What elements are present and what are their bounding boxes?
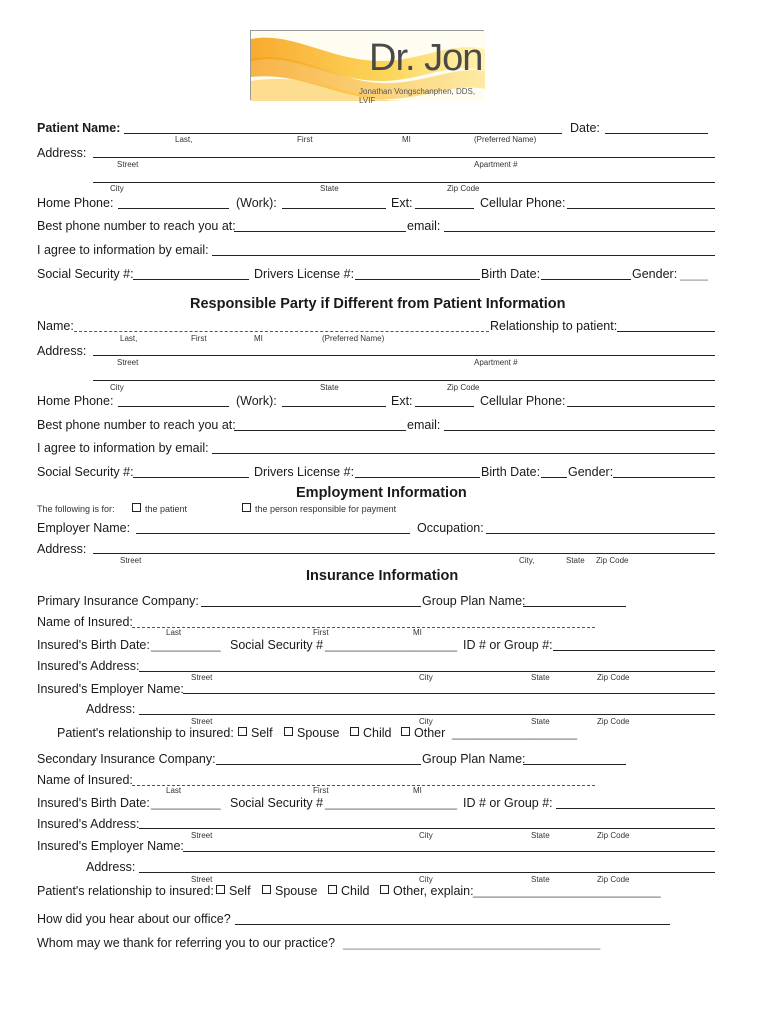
secondary-emp-zip-hint: Zip Code xyxy=(597,875,630,884)
work-phone-line[interactable] xyxy=(282,208,386,209)
primary-city-hint: City xyxy=(419,673,433,682)
patient-checkbox[interactable] xyxy=(132,503,141,512)
primary-employer-label: Insured's Employer Name: xyxy=(37,682,184,696)
patient-name-line[interactable] xyxy=(124,133,562,134)
resp-ssn-line[interactable] xyxy=(133,477,249,478)
email-line[interactable] xyxy=(444,231,715,232)
hear-label: How did you hear about our office? xyxy=(37,912,231,926)
following-for-label: The following is for: xyxy=(37,504,115,514)
address-line[interactable] xyxy=(93,157,715,158)
street-hint: Street xyxy=(117,160,139,169)
resp-name-line[interactable] xyxy=(74,331,489,332)
patient-name-label: Patient Name: xyxy=(37,121,121,135)
primary-emp-city-hint: City xyxy=(419,717,433,726)
resp-email-line[interactable] xyxy=(444,430,715,431)
employment-heading: Employment Information xyxy=(296,485,467,501)
primary-other-blank[interactable]: __________________ xyxy=(452,726,578,740)
employer-name-label: Employer Name: xyxy=(37,521,131,535)
gender-label: Gender: xyxy=(632,267,678,281)
primary-spouse-checkbox[interactable] xyxy=(284,727,293,736)
birth-date-label: Birth Date: xyxy=(481,267,541,281)
home-phone-label: Home Phone: xyxy=(37,196,114,210)
secondary-child-label: Child xyxy=(341,884,370,898)
ssn-line[interactable] xyxy=(133,279,249,280)
primary-id-line[interactable] xyxy=(553,650,715,651)
secondary-birth-label: Insured's Birth Date: xyxy=(37,796,150,810)
secondary-birth-blank[interactable]: __________ xyxy=(151,796,221,810)
primary-ins-address-label: Insured's Address: xyxy=(37,659,140,673)
primary-birth-blank[interactable]: __________ xyxy=(151,638,221,652)
secondary-emp-city-hint: City xyxy=(419,875,433,884)
secondary-ins-address-line[interactable] xyxy=(139,828,715,829)
resp-work-line[interactable] xyxy=(282,406,386,407)
insurance-heading: Insurance Information xyxy=(306,568,459,584)
primary-relationship-label: Patient's relationship to insured: xyxy=(57,726,234,740)
resp-first-hint: First xyxy=(191,334,207,343)
secondary-spouse-label: Spouse xyxy=(275,884,318,898)
secondary-street-hint: Street xyxy=(191,831,213,840)
resp-gender-line[interactable] xyxy=(613,477,715,478)
secondary-other-label: Other, explain: xyxy=(393,884,474,898)
zip-hint: Zip Code xyxy=(447,184,480,193)
secondary-child-checkbox[interactable] xyxy=(328,885,337,894)
primary-id-label: ID # or Group #: xyxy=(463,638,553,652)
primary-group-label: Group Plan Name: xyxy=(422,594,526,608)
best-phone-label: Best phone number to reach you at: xyxy=(37,219,236,233)
resp-address-line-2[interactable] xyxy=(93,380,715,381)
hear-line[interactable] xyxy=(235,924,670,925)
resp-street-hint: Street xyxy=(117,358,139,367)
secondary-relationship-label: Patient's relationship to insured: xyxy=(37,884,214,898)
birth-date-line[interactable] xyxy=(541,279,631,280)
state-hint: State xyxy=(320,184,339,193)
resp-address-label: Address: xyxy=(37,344,87,358)
preferred-hint: (Preferred Name) xyxy=(474,135,537,144)
first-hint: First xyxy=(297,135,313,144)
resp-gender-label: Gender: xyxy=(568,465,614,479)
resp-ext-label: Ext: xyxy=(391,394,413,408)
practice-logo xyxy=(250,30,484,105)
primary-emp-address-line[interactable] xyxy=(139,714,715,715)
primary-state-hint: State xyxy=(531,673,550,682)
primary-ssn-label: Social Security # xyxy=(230,638,324,652)
secondary-ssn-label: Social Security # xyxy=(230,796,324,810)
primary-insured-name-line[interactable] xyxy=(132,627,595,628)
secondary-group-label: Group Plan Name: xyxy=(422,752,526,766)
agree-email-label: I agree to information by email: xyxy=(37,243,209,257)
emp-street-hint: Street xyxy=(120,556,142,565)
primary-other-label: Other xyxy=(414,726,446,740)
responsible-option-label: the person responsible for payment xyxy=(255,504,397,514)
secondary-state-hint: State xyxy=(531,831,550,840)
primary-company-label: Primary Insurance Company: xyxy=(37,594,199,608)
resp-state-hint: State xyxy=(320,383,339,392)
primary-emp-address-label: Address: xyxy=(86,702,136,716)
resp-home-phone-line[interactable] xyxy=(118,406,229,407)
relationship-line[interactable] xyxy=(617,331,715,332)
resp-best-phone-line[interactable] xyxy=(234,430,406,431)
resp-cell-label: Cellular Phone: xyxy=(480,394,566,408)
secondary-id-label: ID # or Group #: xyxy=(463,796,553,810)
last-hint: Last, xyxy=(175,135,193,144)
thank-blank[interactable]: _____________________________________ xyxy=(343,936,601,950)
primary-zip-hint: Zip Code xyxy=(597,673,630,682)
primary-ssn-blank[interactable]: ___________________ xyxy=(325,638,458,652)
emp-city-hint: City, xyxy=(519,556,535,565)
primary-emp-zip-hint: Zip Code xyxy=(597,717,630,726)
resp-agree-line[interactable] xyxy=(212,453,715,454)
primary-child-label: Child xyxy=(363,726,392,740)
secondary-emp-street-hint: Street xyxy=(191,875,213,884)
secondary-self-label: Self xyxy=(229,884,251,898)
drivers-license-line[interactable] xyxy=(355,279,480,280)
resp-birth-line[interactable] xyxy=(541,477,567,478)
address-line-2[interactable] xyxy=(93,182,715,183)
resp-best-phone-label: Best phone number to reach you at: xyxy=(37,418,236,432)
resp-email-label: email: xyxy=(407,418,441,432)
primary-insured-name-label: Name of Insured: xyxy=(37,615,133,629)
primary-child-checkbox[interactable] xyxy=(350,727,359,736)
resp-zip-hint: Zip Code xyxy=(447,383,480,392)
resp-apartment-hint: Apartment # xyxy=(474,358,518,367)
city-hint: City xyxy=(110,184,124,193)
date-line[interactable] xyxy=(605,133,708,134)
thank-label: Whom may we thank for referring you to our practice? xyxy=(37,936,336,950)
primary-street-hint: Street xyxy=(191,673,213,682)
primary-emp-state-hint: State xyxy=(531,717,550,726)
secondary-id-line[interactable] xyxy=(556,808,715,809)
secondary-zip-hint: Zip Code xyxy=(597,831,630,840)
resp-ext-line[interactable] xyxy=(415,406,474,407)
emp-state-hint: State xyxy=(566,556,585,565)
email-label: email: xyxy=(407,219,441,233)
primary-company-line[interactable] xyxy=(201,606,421,607)
ssn-label: Social Security #: xyxy=(37,267,134,281)
home-phone-line[interactable] xyxy=(118,208,229,209)
occupation-label: Occupation: xyxy=(417,521,484,535)
resp-name-label: Name: xyxy=(37,319,74,333)
work-phone-label: (Work): xyxy=(236,196,277,210)
secondary-company-label: Secondary Insurance Company: xyxy=(37,752,216,766)
resp-work-label: (Work): xyxy=(236,394,277,408)
secondary-emp-address-line[interactable] xyxy=(139,872,715,873)
primary-self-checkbox[interactable] xyxy=(238,727,247,736)
resp-home-phone-label: Home Phone: xyxy=(37,394,114,408)
mi-hint: MI xyxy=(402,135,411,144)
cell-phone-label: Cellular Phone: xyxy=(480,196,566,210)
secondary-self-checkbox[interactable] xyxy=(216,885,225,894)
date-label: Date: xyxy=(570,121,600,135)
responsible-checkbox[interactable] xyxy=(242,503,251,512)
employer-name-line[interactable] xyxy=(136,533,410,534)
secondary-spouse-checkbox[interactable] xyxy=(262,885,271,894)
logo-tagline: Jonathan Vongschanphen, DDS, LVIF xyxy=(359,87,476,105)
logo-name: Dr. Jon xyxy=(369,37,483,79)
secondary-ins-address-label: Insured's Address: xyxy=(37,817,140,831)
resp-ssn-label: Social Security #: xyxy=(37,465,134,479)
secondary-ssn-blank[interactable]: ___________________ xyxy=(325,796,458,810)
secondary-emp-state-hint: State xyxy=(531,875,550,884)
patient-option-label: the patient xyxy=(145,504,188,514)
cell-phone-line[interactable] xyxy=(567,208,715,209)
address-label: Address: xyxy=(37,146,87,160)
resp-birth-label: Birth Date: xyxy=(481,465,541,479)
primary-emp-street-hint: Street xyxy=(191,717,213,726)
primary-group-line[interactable] xyxy=(523,606,626,607)
primary-last-hint: Last xyxy=(166,628,182,637)
resp-dl-label: Drivers License #: xyxy=(254,465,355,479)
best-phone-line[interactable] xyxy=(234,231,406,232)
responsible-heading: Responsible Party if Different from Patient Information xyxy=(190,296,566,312)
secondary-first-hint: First xyxy=(313,786,329,795)
secondary-insured-name-label: Name of Insured: xyxy=(37,773,133,787)
primary-mi-hint: MI xyxy=(413,628,422,637)
ext-line[interactable] xyxy=(415,208,474,209)
secondary-city-hint: City xyxy=(419,831,433,840)
drivers-license-label: Drivers License #: xyxy=(254,267,355,281)
gender-blank[interactable]: ____ xyxy=(680,267,708,281)
secondary-other-checkbox[interactable] xyxy=(380,885,389,894)
secondary-insured-name-line[interactable] xyxy=(132,785,595,786)
ext-label: Ext: xyxy=(391,196,413,210)
primary-birth-label: Insured's Birth Date: xyxy=(37,638,150,652)
emp-zip-hint: Zip Code xyxy=(596,556,629,565)
resp-mi-hint: MI xyxy=(254,334,263,343)
resp-dl-line[interactable] xyxy=(355,477,480,478)
emp-address-line[interactable] xyxy=(93,553,715,554)
secondary-employer-line[interactable] xyxy=(183,851,715,852)
resp-last-hint: Last, xyxy=(120,334,138,343)
primary-employer-line[interactable] xyxy=(183,693,715,694)
secondary-other-blank[interactable]: ___________________________ xyxy=(473,884,661,898)
resp-agree-label: I agree to information by email: xyxy=(37,441,209,455)
primary-other-checkbox[interactable] xyxy=(401,727,410,736)
agree-email-line[interactable] xyxy=(212,255,715,256)
primary-self-label: Self xyxy=(251,726,273,740)
secondary-last-hint: Last xyxy=(166,786,182,795)
resp-cell-line[interactable] xyxy=(567,406,715,407)
primary-spouse-label: Spouse xyxy=(297,726,340,740)
secondary-employer-label: Insured's Employer Name: xyxy=(37,839,184,853)
secondary-group-line[interactable] xyxy=(523,764,626,765)
relationship-label: Relationship to patient: xyxy=(490,319,618,333)
secondary-company-line[interactable] xyxy=(216,764,421,765)
resp-preferred-hint: (Preferred Name) xyxy=(322,334,385,343)
secondary-mi-hint: MI xyxy=(413,786,422,795)
resp-address-line[interactable] xyxy=(93,355,715,356)
primary-first-hint: First xyxy=(313,628,329,637)
apartment-hint: Apartment # xyxy=(474,160,518,169)
secondary-emp-address-label: Address: xyxy=(86,860,136,874)
occupation-line[interactable] xyxy=(486,533,715,534)
resp-city-hint: City xyxy=(110,383,124,392)
primary-ins-address-line[interactable] xyxy=(139,671,715,672)
emp-address-label: Address: xyxy=(37,542,87,556)
